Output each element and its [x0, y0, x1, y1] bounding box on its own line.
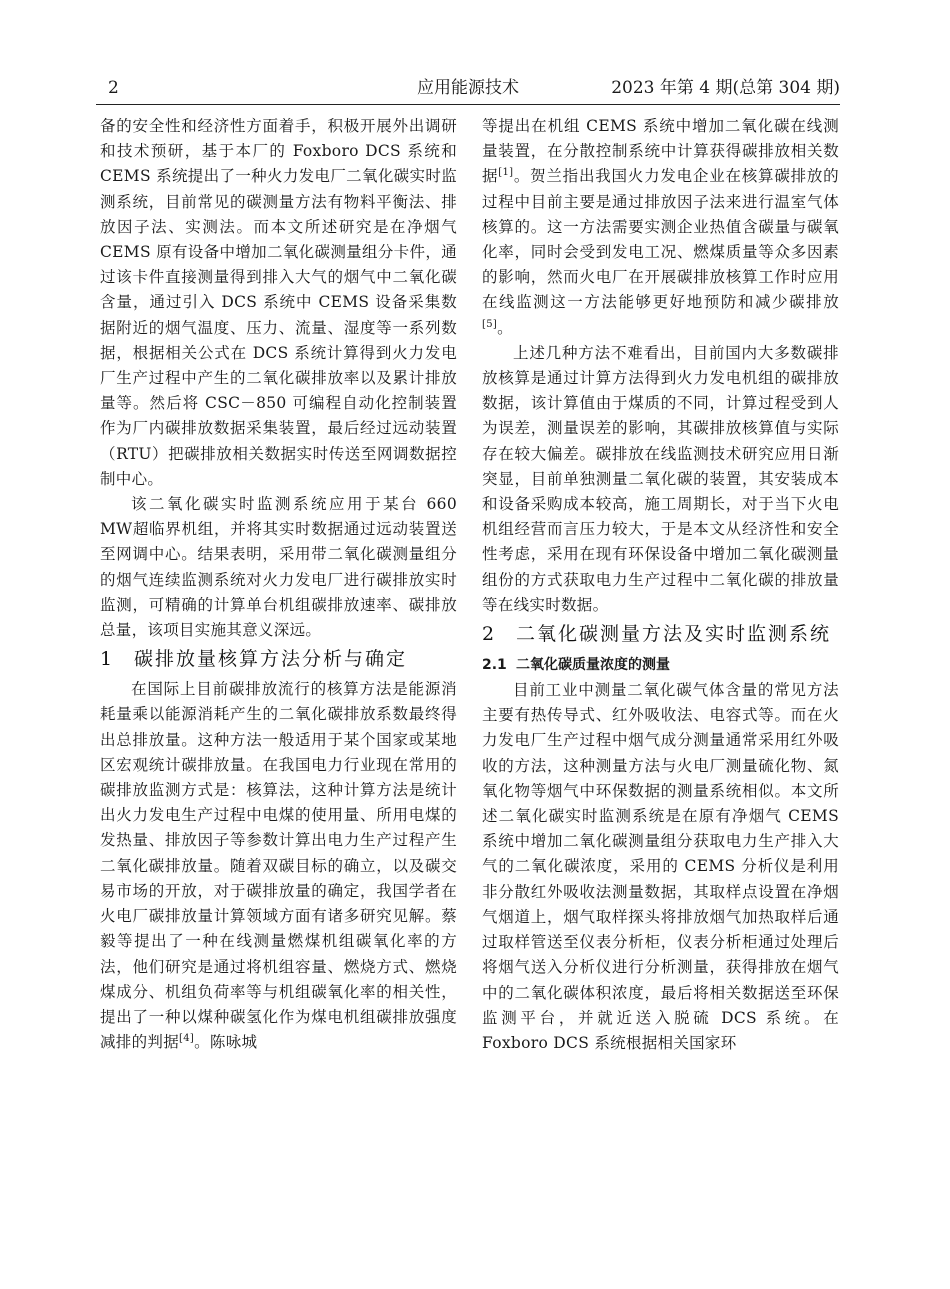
- issue-info: 2023 年第 4 期(总第 304 期): [611, 78, 840, 98]
- section-title: 二氧化碳测量方法及实时监测系统: [516, 623, 832, 646]
- section-number: 2: [482, 623, 495, 646]
- citation: [4]: [179, 1033, 195, 1045]
- paragraph: 备的安全性和经济性方面着手，积极开展外出调研和技术预研，基于本厂的 Foxboro DCS 系统和 CEMS 系统提出了一种火力发电厂二氧化碳实时监测系统，目前常见的碳测量方法有物料平衡法、排放因子法、实测法。而本文所述研究是在净烟气 CEMS 原有设备中增加二氧化碳测量组分卡件，通过该卡件直接测量得到排入大气的烟气中二氧化碳含量，通过引入 DCS 系统中 CEMS 设备采集数据附近的烟气温度、压力、流量、湿度等一系列数据，根据相关公式在 DCS 系统计算得到火力发电厂生产过程中产生的二氧化碳排放率以及累计排放量等。然后将 CSC－850 可编程自动化控制装置作为厂内碳排放数据采集装置，最后经过远动装置（RTU）把碳排放相关数据实时传送至网调数据控制中心。: [100, 117, 457, 488]
- paragraph: 上述几种方法不难看出，目前国内大多数碳排放核算是通过计算方法得到火力发电机组的碳排放数据，该计算值由于煤质的不同，计算过程受到人为误差，测量误差的影响，其碳排放核算值与实际存在较大偏差。碳排放在线监测技术研究应用日渐突显，目前单独测量二氧化碳的装置，其安装成本和设备采购成本较高，施工周期长，对于当下火电机组经营而言压力较大，于是本文从经济性和安全性考虑，采用在现有环保设备中增加二氧化碳测量组份的方式获取电力生产过程中二氧化碳的排放量等在线实时数据。: [482, 343, 839, 614]
- paragraph-text: 在国际上目前碳排放流行的核算方法是能源消耗量乘以能源消耗产生的二氧化碳排放系数最终得出总排放量。这种方法一般适用于某个国家或某地区宏观统计碳排放量。在我国电力行业现在常用的碳排放监测方式是：核算法，这种计算方法是统计出火力发电生产过程中电煤的使用量、所用电煤的发热量、排放因子等参数计算出电力生产过程产生二氧化碳排放量。随着双碳目标的确立，以及碳交易市场的开放，对于碳排放量的确定，我国学者在火电厂碳排放量计算领域方面有诸多研究见解。蔡毅等提出了一种在线测量燃煤机组碳氧化率的方法，他们研究是通过将机组容量、燃烧方式、燃烧煤成分、机组负荷率等与机组碳氧化率的相关性，提出了一种以煤种碳氢化作为煤电机组碳排放强度减排的判据: [100, 680, 457, 1052]
- citation: [1]: [498, 167, 514, 179]
- paragraph-text: 。贺兰指出我国火力发电企业在核算碳排放的过程中目前主要是通过排放因子法来进行温室气体核算的。这一方法需要实测企业热值含碳量与碳氧化率，同时会受到发电工况、燃煤质量等众多因素的影响，然而火电厂在开展碳排放核算工作时应用在线监测这一方法能够更好地预防和减少碳排放: [482, 167, 839, 312]
- paragraph-text: 。陈咏城: [194, 1033, 258, 1052]
- paragraph: [100, 677, 457, 1055]
- header-rule: [96, 104, 840, 105]
- subsection-title: 二氧化碳质量浓度的测量: [516, 657, 670, 674]
- journal-name: 应用能源技术: [417, 78, 519, 98]
- section-number: 1: [100, 648, 113, 671]
- section-title: 碳排放量核算方法分析与确定: [134, 648, 408, 671]
- paragraph: 目前工业中测量二氧化碳气体含量的常见方法主要有热传导式、红外吸收法、电容式等。而在火力发电厂生产过程中烟气成分测量通常采用红外吸收的方法，这种测量方法与火电厂测量硫化物、氮氧化物等烟气中环保数据的测量系统相似。本文所述二氧化碳实时监测系统是在原有净烟气 CEMS 系统中增加二氧化碳测量组分获取电力生产排入大气的二氧化碳浓度，采用的 CEMS 分析仪是利用非分散红外吸收法测量数据，其取样点设置在净烟气烟道上，烟气取样探头将排放烟气加热取样后通过取样管送至仪表分析柜，仪表分析柜通过处理后将烟气送入分析仪进行分析测量，获得排放在烟气中的二氧化碳体积浓度，最后将相关数据送至环保监测平台，并就近送入脱硫 DCS 系统。在 Foxboro DCS 系统根据相关国家环: [482, 681, 839, 1052]
- right-column: [482, 114, 839, 1056]
- running-header: [96, 74, 840, 102]
- section-heading-2: [482, 620, 839, 648]
- page-number: 2: [108, 78, 119, 98]
- subsection-number: 2.1: [482, 657, 507, 674]
- paragraph-text: 。: [497, 318, 513, 337]
- paragraph: 该二氧化碳实时监测系统应用于某台 660 MW超临界机组，并将其实时数据通过远动装置送至网调中心。结果表明，采用带二氧化碳测量组分的烟气连续监测系统对火力发电厂进行碳排放实时监测，可精确的计算单台机组碳排放速率、碳排放总量，该项目实施其意义深远。: [100, 495, 457, 640]
- section-heading-1: [100, 645, 457, 673]
- left-column: [100, 114, 457, 1055]
- paragraph: [482, 114, 839, 341]
- paragraph-text: 等提出在机组 CEMS 系统中增加二氧化碳在线测量装置，在分散控制系统中计算获得碳排放相关数据: [482, 117, 839, 186]
- subsection-heading: [482, 652, 839, 678]
- citation: [5]: [482, 318, 498, 330]
